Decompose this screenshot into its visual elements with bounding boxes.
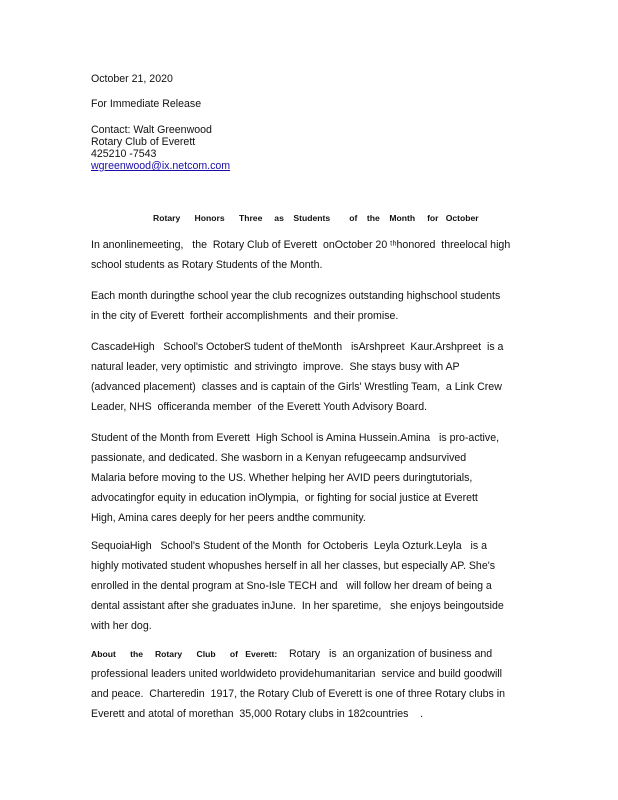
contact-name: Contact: Walt Greenwood <box>91 124 212 136</box>
paragraph-line: Each month duringthe school year the club recognizes outstanding highschool students <box>91 290 501 302</box>
about-first-line-text: Rotary is an organization of business and <box>277 648 493 660</box>
paragraph-cascade <box>91 337 531 417</box>
about-first-line <box>91 644 531 664</box>
paragraph-line: CascadeHigh School's OctoberS tudent of theMonth isArshpreet Kaur.Arshpreet is a <box>91 341 504 353</box>
paragraph-line: Leader, NHS officeranda member of the Everett Youth Advisory Board. <box>91 401 428 413</box>
contact-organization: Rotary Club of Everett <box>91 136 196 148</box>
contact-email-link[interactable]: wgreenwood@ix.netcom.com <box>91 160 231 172</box>
paragraph-line: SequoiaHigh School's Student of the Month for Octoberis Leyla Ozturk.Leyla is a <box>91 540 487 552</box>
paragraph-line: Malaria before moving to the US. Whether helping her AVID peers duringtutorials, <box>91 472 473 484</box>
paragraph-line: Student of the Month from Everett High School is Amina Hussein.Amina is pro-active, <box>91 432 500 444</box>
about-heading: About the Rotary Club of Everett: <box>91 649 278 659</box>
paragraph-line: with her dog. <box>91 620 152 632</box>
paragraph-line: and peace. Charteredin 1917, the Rotary Club of Everett is one of three Rotary clubs in <box>91 688 505 700</box>
paragraph-line: advocatingfor equity in education inOlympia, or fighting for social justice at Everett <box>91 492 478 504</box>
paragraph-line: Everett and atotal of morethan 35,000 Rotary clubs in 182countries . <box>91 708 424 720</box>
paragraph-line: In anonlinemeeting, the Rotary Club of Everett onOctober 20 ᵗʰhonored threelocal high <box>91 239 511 251</box>
paragraph-line: (advanced placement) classes and is captain of the Girls' Wrestling Team, a Link Crew <box>91 381 502 393</box>
release-type: For Immediate Release <box>91 98 202 110</box>
paragraph-line: passionate, and dedicated. She wasborn in a Kenyan refugeecamp andsurvived <box>91 452 467 464</box>
contact-phone: 425210 -7543 <box>91 148 157 160</box>
paragraph-line: natural leader, very optimistic and strivingto improve. She stays busy with AP <box>91 361 460 373</box>
paragraph-sequoia <box>91 536 531 636</box>
paragraph-line: in the city of Everett fortheir accomplishments and their promise. <box>91 310 399 322</box>
paragraph-line: enrolled in the dental program at Sno-Isle TECH and will follow her dream of being a <box>91 580 492 592</box>
paragraph-about <box>91 644 531 724</box>
headline: Rotary Honors Three as Students of the Month for October <box>153 213 479 223</box>
paragraph-everett <box>91 428 531 528</box>
paragraph-line: High, Amina cares deeply for her peers andthe community. <box>91 512 366 524</box>
paragraph-recognition <box>91 286 531 326</box>
contact-block <box>91 124 531 172</box>
paragraph-line: highly motivated student whopushes herself in all her classes, but especially AP. She's <box>91 560 496 572</box>
paragraph-intro <box>91 235 531 275</box>
paragraph-line: dental assistant after she graduates inJune. In her sparetime, she enjoys beingoutside <box>91 600 504 612</box>
release-date: October 21, 2020 <box>91 73 173 85</box>
paragraph-line: school students as Rotary Students of the Month. <box>91 259 323 271</box>
paragraph-line: professional leaders united worldwideto providehumanitarian service and build goodwill <box>91 668 503 680</box>
